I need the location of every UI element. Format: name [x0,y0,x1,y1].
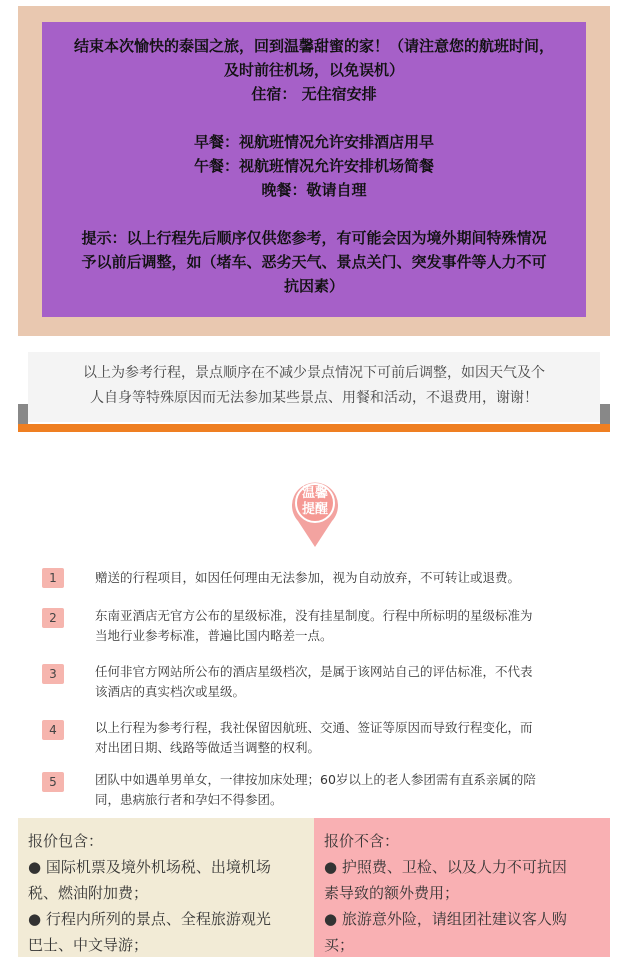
price-excluded-line: ● 旅游意外险，请组团社建议客人购 [324,910,567,928]
reminder-list [40,566,615,818]
price-included-line: ● 国际机票及境外机场税、出境机场 [28,858,271,876]
item-text: 任何非官方网站所公布的酒店星级档次，是属于该网站自己的评估标准，不代表 [95,664,533,679]
item-text: 该酒店的真实档次或星级。 [95,684,246,699]
item-text: 以上行程为参考行程，我社保留因航班、交通、签证等原因而导致行程变化，而 [95,720,533,735]
price-excluded-panel [314,818,610,957]
notice-text-box [28,352,600,422]
list-item [40,768,615,818]
itinerary-line: 及时前往机场，以免误机） [223,61,404,79]
list-item [40,656,615,714]
price-included-line: ● 行程内所列的景点、全程旅游观光 [28,910,271,928]
notice-line: 以上为参考行程，景点顺序在不减少景点情况下可前后调整，如因天气及个 [83,365,545,381]
item-text: 同，患病旅行者和孕妇不得参团。 [95,792,283,807]
badge-label: 温馨 提醒 [301,486,328,517]
item-number: 3 [42,664,64,684]
itinerary-tip: 抗因素） [283,277,344,295]
reference-notice [18,350,610,430]
item-text: 东南亚酒店无官方公布的星级标准，没有挂星制度。行程中所标明的星级标准为 [95,608,533,623]
price-included-panel [18,818,314,957]
price-excluded-line: 买； [324,936,355,954]
item-number: 2 [42,608,64,628]
item-number: 1 [42,568,64,588]
itinerary-day-box [42,22,586,317]
list-item [40,606,615,656]
notice-decor [600,404,610,424]
lodging-info: 住宿： 无住宿安排 [251,85,377,103]
lunch-info: 午餐：视航班情况允许安排机场简餐 [193,157,434,175]
list-item [40,566,615,606]
breakfast-info: 早餐：视航班情况允许安排酒店用早 [193,133,434,151]
price-excluded-title: 报价不含： [324,832,400,850]
notice-line: 人自身等特殊原因而无法参加某些景点、用餐和活动，不退费用，谢谢！ [90,390,538,406]
warm-reminder-badge [290,479,340,549]
itinerary-tip: 提示：以上行程先后顺序仅供您参考，有可能会因为境外期间特殊情况 [81,229,547,247]
notice-divider [18,424,610,432]
item-text: 团队中如遇单男单女，一律按加床处理；60岁以上的老人参团需有直系亲属的陪 [95,772,536,787]
item-number: 5 [42,772,64,792]
item-text: 当地行业参考标准，普遍比国内略差一点。 [95,628,333,643]
itinerary-tip: 予以前后调整，如（堵车、恶劣天气、景点关门、突发事件等人力不可 [81,253,547,271]
price-included-title: 报价包含： [28,832,104,850]
list-item [40,714,615,768]
dinner-info: 晚餐：敬请自理 [261,181,367,199]
itinerary-line: 结束本次愉快的泰国之旅，回到温馨甜蜜的家！（请注意您的航班时间， [73,37,554,55]
notice-decor [18,404,28,424]
item-text: 对出团日期、线路等做适当调整的权利。 [95,740,321,755]
price-excluded-line: ● 护照费、卫检、以及人力不可抗因 [324,858,567,876]
price-excluded-line: 素导致的额外费用； [324,884,460,902]
item-number: 4 [42,720,64,740]
price-included-line: 巴士、中文导游； [28,936,149,954]
price-included-line: 税、燃油附加费； [28,884,149,902]
item-text: 赠送的行程项目，如因任何理由无法参加，视为自动放弃，不可转让或退费。 [95,570,521,585]
